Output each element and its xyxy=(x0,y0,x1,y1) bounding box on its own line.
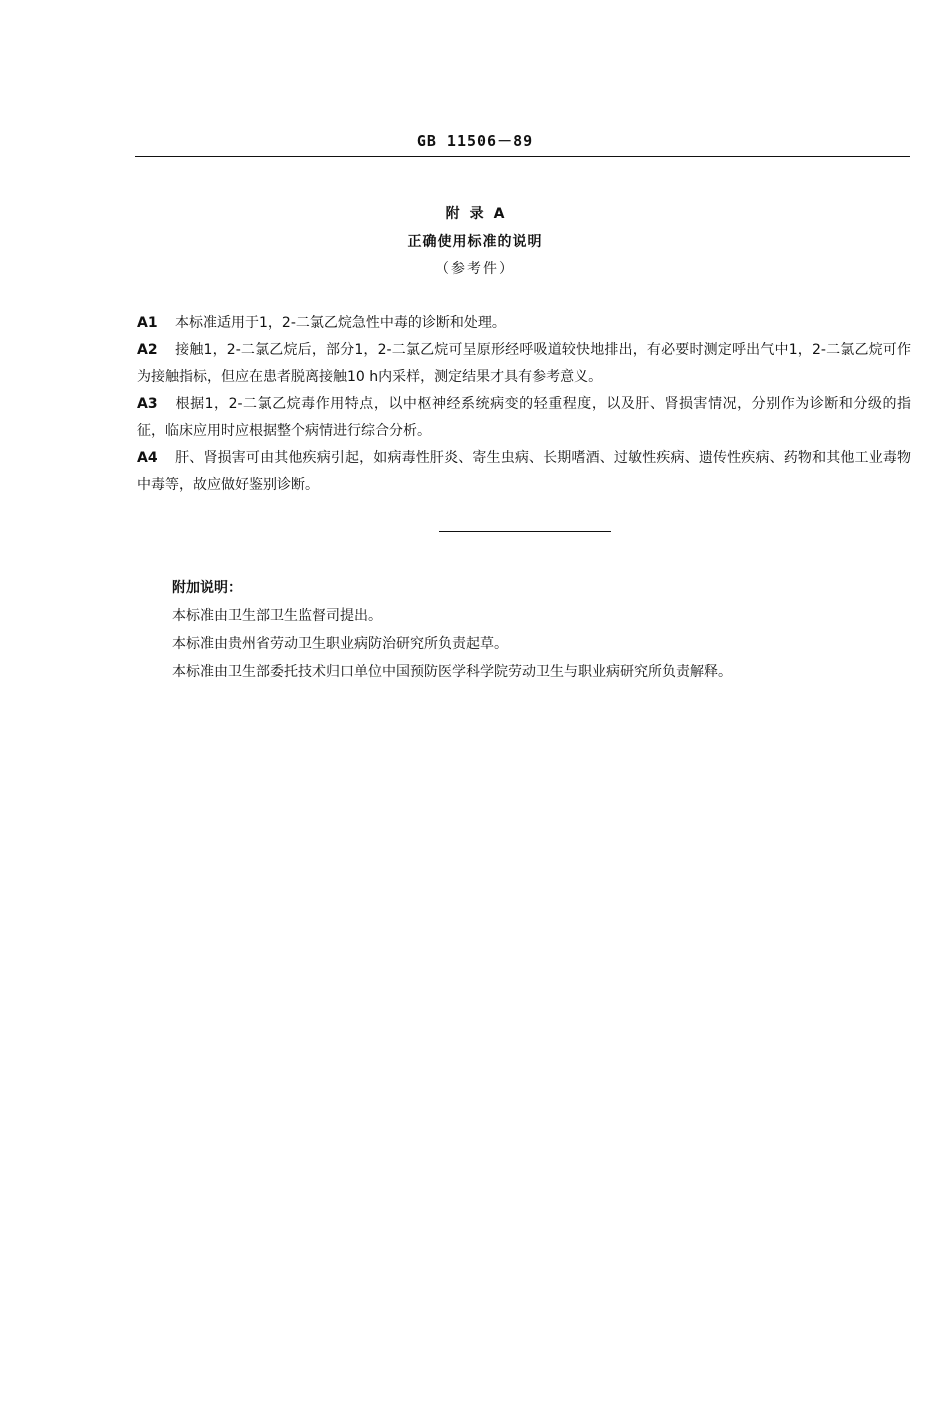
appendix-title: 正确使用标准的说明 xyxy=(407,234,543,250)
clause-id: A3 xyxy=(137,396,158,412)
header-rule xyxy=(135,156,910,157)
clause-a3 xyxy=(137,391,911,445)
notes-heading: 附加说明： xyxy=(172,580,242,596)
clause-a4 xyxy=(137,445,911,499)
appendix-label: 附录A xyxy=(445,206,515,222)
clause-a2 xyxy=(137,337,911,391)
clause-a1 xyxy=(137,310,911,337)
clause-list xyxy=(137,310,911,499)
note-line: 本标准由贵州省劳动卫生职业病防治研究所负责起草。 xyxy=(172,636,508,652)
clause-id: A4 xyxy=(137,450,158,466)
section-divider xyxy=(439,531,611,532)
clause-text: 肝、肾损害可由其他疾病引起，如病毒性肝炎、寄生虫病、长期嗜酒、过敏性疾病、遗传性疾病、药物和其他工业毒物中毒等，故应做好鉴别诊断。 xyxy=(137,450,911,493)
clause-text: 本标准适用于1，2-二氯乙烷急性中毒的诊断和处理。 xyxy=(175,315,506,331)
appendix-subtitle: （参考件） xyxy=(435,261,515,277)
clause-id: A2 xyxy=(137,342,158,358)
note-line: 本标准由卫生部卫生监督司提出。 xyxy=(172,608,382,624)
clause-text: 接触1，2-二氯乙烷后，部分1，2-二氯乙烷可呈原形经呼吸道较快地排出，有必要时测定呼出气中1，2-二氯乙烷可作为接触指标，但应在患者脱离接触10 h内采样，测定结果才具有参考意义。 xyxy=(137,342,911,385)
additional-notes xyxy=(172,574,912,686)
clause-id: A1 xyxy=(137,315,158,331)
standard-code: GB 11506－89 xyxy=(416,132,534,150)
note-line: 本标准由卫生部委托技术归口单位中国预防医学科学院劳动卫生与职业病研究所负责解释。 xyxy=(172,664,732,680)
clause-text: 根据1，2-二氯乙烷毒作用特点，以中枢神经系统病变的轻重程度，以及肝、肾损害情况，分别作为诊断和分级的指征，临床应用时应根据整个病情进行综合分析。 xyxy=(137,396,911,439)
